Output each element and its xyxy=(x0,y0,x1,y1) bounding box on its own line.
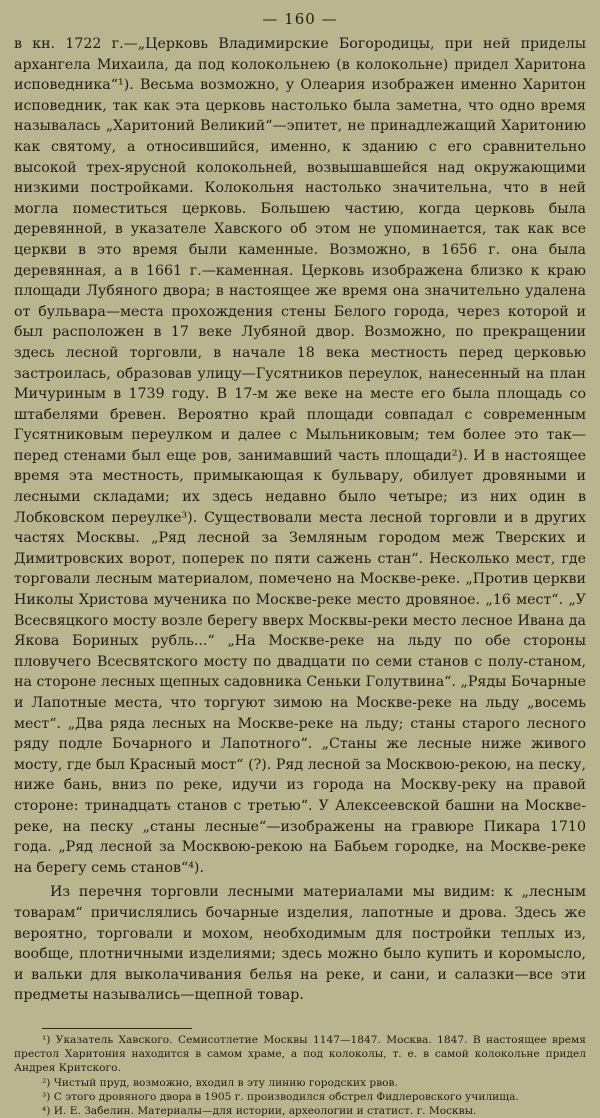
footnote-1: ¹) Указатель Хавского. Семисотлетие Москвы 1147—1847. Москва. 1847. В настоящее время престол Харитония находится в самом храме, а под колоколы, т. е. в самой колокольне придел Андрея Критского. xyxy=(14,1033,586,1075)
footnote-2: ²) Чистый пруд, возможно, входил в эту линию городских рвов. xyxy=(42,1076,398,1089)
paragraph-2: Из перечня торговли лесными материалами мы видим: к „лесным товарам“ причислялись бочарные изделия, лапотные и дрова. Здесь же вероятно, торговали и мохом, необходимым для постройки теплых из, вообще, плотничными изделиями; здесь можно было купить и коромысло, и вальки для выколачивания белья на реке, и сани, и салазки—все эти предметы назывались—щепной товар. xyxy=(14,884,586,1004)
body-text xyxy=(14,34,586,1006)
footnote-4: ⁴) И. Е. Забелин. Материалы—для истории, археологии и статист. г. Москвы. xyxy=(42,1104,477,1117)
footnote-divider xyxy=(42,1028,192,1029)
paragraph-1: в кн. 1722 г.—„Церковь Владимирские Богородицы, при ней приделы архангела Михаила, да под колокольнею (в колокольне) придел Харитона исповедника“¹). Весьма возможно, у Олеария изображен именно Харитон исповедник, так как эта церковь настолько была заметна, что одно время называлась „Харитоний Великий“—эпитет, не принадлежащий Харитонию как святому, а относившийся, именно, к зданию с его сравнительно высокой трех-ярусной колокольней, возвышавшейся над окружающими низкими постройками. Колокольня настолько значительна, что в ней могла поместиться церковь. Большею частию, когда церковь была деревянной, в указателе Хавского об этом не упоминается, так как все церкви в это время были каменные. Возможно, в 1656 г. она была деревянная, а в 1661 г.—каменная. Церковь изображена близко к краю площади Лубяного двора; в настоящее же время она значительно удалена от бульвара—места прохождения стены Белого города, через которой и был расположен в 17 веке Лубяной двор. Возможно, по прекращении здесь лесной торговли, в начале 18 века местность перед церковью застроилась, образовав улицу—Гусятников переулок, нанесенный на план Мичуриным в 1739 году. В 17-м же веке на месте его была площадь со штабелями бревен. Вероятно край площади совпадал с современным Гусятниковым переулком и далее с Мыльниковым; тем более это так—перед стенами был еще ров, занимавший часть площади²). И в настоящее время эта местность, примыкающая к бульвару, обилует дровяными и лесными складами; их здесь недавно было четыре; из них один в Лобковском переулке³). Существовали места лесной торговли и в других частях Москвы. „Ряд лесной за Земляным городом меж Тверских и Димитровских ворот, поперек по пяти сажень стан“. Несколько мест, где торговали лесным материалом, помечено на Москве-реке. „Против церкви Николы Христова мученика по Москве-реке место дровяное. „16 мест“. „У Всесвяцкого мосту возле берегу вверх Москвы-реки место лесное Ивана да Якова Бориных рубль...“ „На Москве-реке на льду по обе стороны пловучего Всесвятского мосту по двадцати по семи станов с полу-станом, на стороне лесных щепных садовника Сеньки Голутвина“. „Ряды Бочарные и Лапотные места, что торгуют зимою на Москве-реке на льду „восемь мест“. „Два ряда лесных на Москве-реке на льду; станы старого лесного ряду подле Бочарного и Лапотного“. „Станы же лесные ниже живого мосту, где был Красный мост“ (?). Ряд лесной за Москвою-рекою, на песку, ниже бань, вниз по реке, идучи из города на Москву-реку на правой стороне: тринадцать станов с третью“. У Алексеевской башни на Москве-реке, на песку „станы лесные“—изображены на гравюре Пикара 1710 года. „Ряд лесной за Москвою-рекою на Бабьем городке, на Москве-реке на берегу семь станов“⁴). xyxy=(14,36,586,876)
footnotes xyxy=(14,1033,586,1118)
page-number: — 160 — xyxy=(262,10,338,28)
footnote-3: ³) С этого дровяного двора в 1905 г. производился обстрел Фидлеровского училища. xyxy=(42,1090,519,1103)
